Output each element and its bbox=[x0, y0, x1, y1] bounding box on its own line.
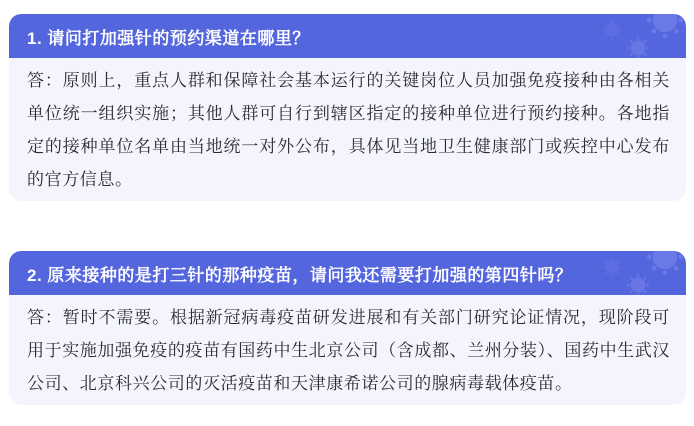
question-2-header bbox=[9, 251, 686, 295]
question-2-title: 2. 原来接种的是打三针的那种疫苗，请问我还需要打加强的第四针吗？ bbox=[27, 265, 573, 285]
faq-card-1 bbox=[9, 14, 686, 201]
coronavirus-decoration-icon bbox=[566, 251, 686, 295]
question-1-title: 1. 请问打加强针的预约渠道在哪里？ bbox=[27, 28, 310, 48]
question-1-header bbox=[9, 14, 686, 58]
answer-2-text: 答：暂时不需要。根据新冠病毒疫苗研发进展和有关部门研究论证情况，现阶段可用于实施加强免疫的疫苗有国药中生北京公司（含成都、兰州分装）、国药中生武汉公司、北京科兴公司的灭活疫苗和天津康希诺公司的腺病毒载体疫苗。 bbox=[27, 308, 670, 393]
coronavirus-decoration-icon bbox=[566, 14, 686, 58]
answer-1-text: 答：原则上，重点人群和保障社会基本运行的关键岗位人员加强免疫接种由各相关单位统一组织实施；其他人群可自行到辖区指定的接种单位进行预约接种。各地指定的接种单位名单由当地统一对外公布，具体见当地卫生健康部门或疾控中心发布的官方信息。 bbox=[27, 71, 670, 189]
answer-2-body bbox=[9, 295, 686, 405]
faq-card-2 bbox=[9, 251, 686, 405]
answer-1-body bbox=[9, 58, 686, 201]
